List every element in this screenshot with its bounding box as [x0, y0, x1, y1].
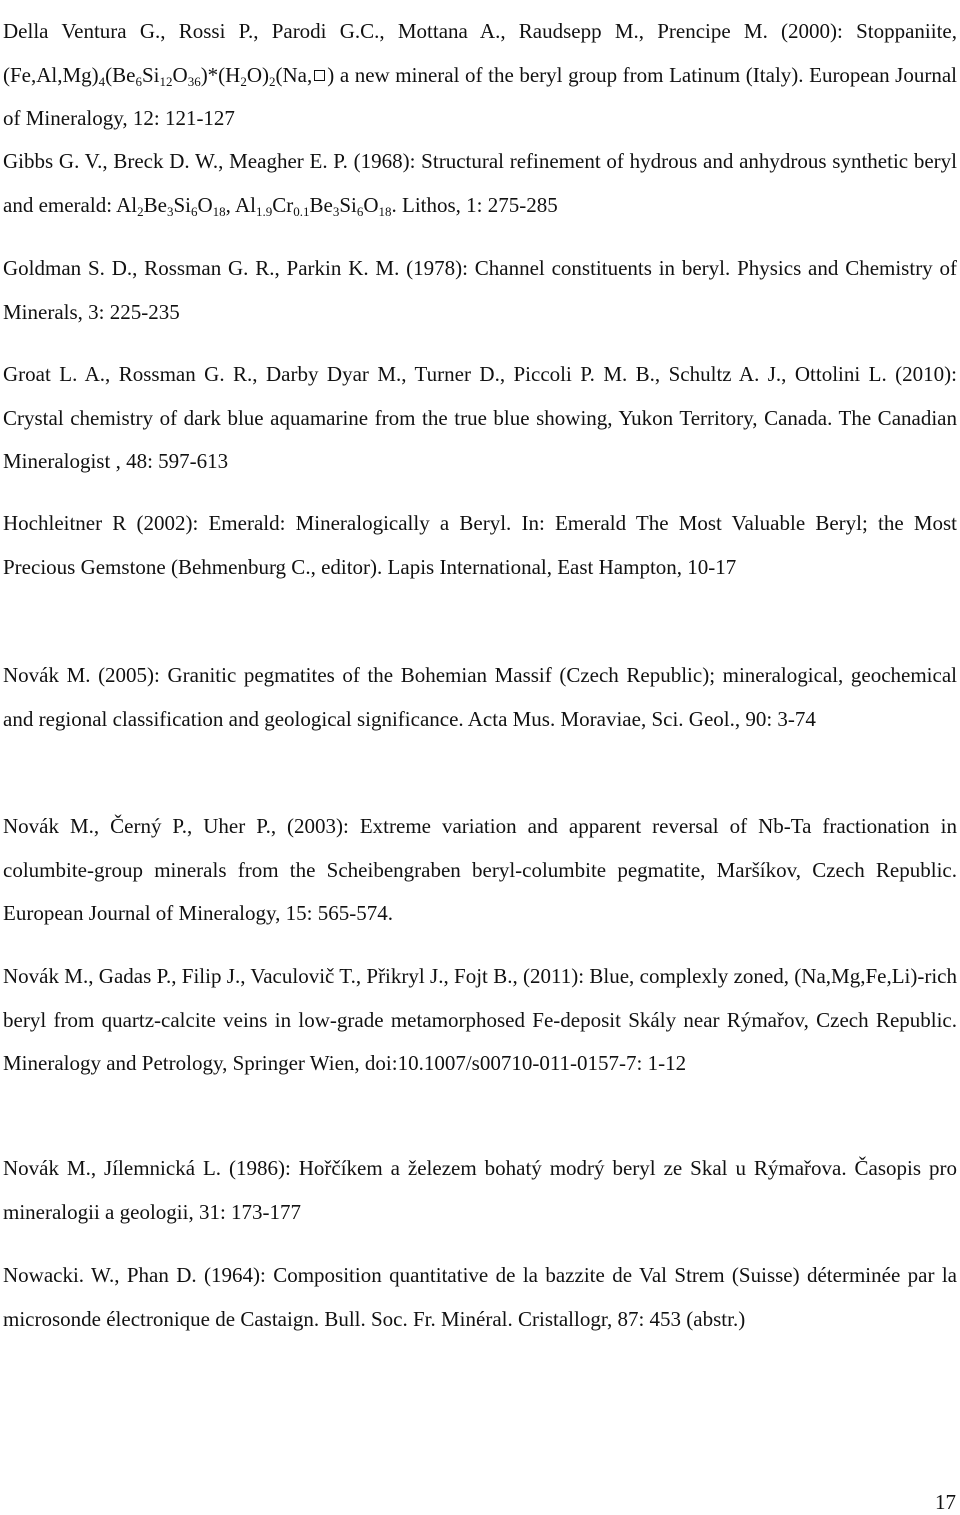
reference-groat-2010: Groat L. A., Rossman G. R., Darby Dyar M., Turner D., Piccoli P. M. B., Schultz A. J., Ottolini L. (2010): Crystal chemistry of dark blue aquamarine from the true blue showing, Yukon Territory, Canada. The Canadian Mineralogist , 48: 597-613 [3, 362, 957, 473]
reference-gibbs-1968: Gibbs G. V., Breck D. W., Meagher E. P. (1968): Structural refinement of hydrous and anhydrous synthetic beryl and emerald: $Al_2Be_3Si_6O_{18}$, $Al_{1.9}Cr_{0.1}Be_3Si_6O_{18}$. Lithos, 1: 275-285 [3, 149, 957, 219]
vacancy-square-symbol [314, 70, 325, 81]
reference-della-ventura-2000: Della Ventura G., Rossi P., Parodi G.C., Mottana A., Raudsepp M., Prencipe M. (2000): Stoppaniite, $(Fe,Al,Mg)_4(Be_6Si_{12}O_{36})*(H_2O)_2(Na$, ) a new mineral of the beryl group from Latinum (Italy). European Journal of Mineralogy, 12: 121-127 [3, 19, 957, 130]
reference-novak-2011: Novák M., Gadas P., Filip J., Vaculovič T., Přikryl J., Fojt B., (2011): Blue, complexly zoned, (Na,Mg,Fe,Li)-rich beryl from quartz-calcite veins in low-grade metamorphosed Fe-deposit Skály near Rýmařov, Czech Republic. Mineralogy and Petrology, Springer Wien, doi:10.1007/s00710-011-0157-7: 1-12 [3, 964, 957, 1075]
reference-novak-1986: Novák M., Jílemnická L. (1986): Hořčíkem a železem bohatý modrý beryl ze Skal u Rýmařova. Časopis pro mineralogii a geologii, 31: 173-177 [3, 1156, 957, 1224]
reference-novak-2003: Novák M., Černý P., Uher P., (2003): Extreme variation and apparent reversal of Nb-Ta fractionation in columbite-group minerals from the Scheibengraben beryl-columbite pegmatite, Maršíkov, Czech Republic. European Journal of Mineralogy, 15: 565-574. [3, 814, 957, 925]
reference-goldman-1978: Goldman S. D., Rossman G. R., Parkin K. M. (1978): Channel constituents in beryl. Physics and Chemistry of Minerals, 3: 225-235 [3, 256, 957, 324]
page-number: 17 [935, 1490, 956, 1514]
reference-hochleitner-2002: Hochleitner R (2002): Emerald: Mineralogically a Beryl. In: Emerald The Most Valuable Beryl; the Most Precious Gemstone (Behmenburg C., editor). Lapis International, East Hampton, 10-17 [3, 511, 957, 579]
reference-novak-2005: Novák M. (2005): Granitic pegmatites of the Bohemian Massif (Czech Republic); mineralogical, geochemical and regional classification and geological significance. Acta Mus. Moraviae, Sci. Geol., 90: 3-74 [3, 663, 957, 731]
reference-nowacki-1964: Nowacki. W., Phan D. (1964): Composition quantitative de la bazzite de Val Strem (Suisse) déterminée par la microsonde électronique de Castaign. Bull. Soc. Fr. Minéral. Cristallogr, 87: 453 (abstr.) [3, 1263, 957, 1331]
